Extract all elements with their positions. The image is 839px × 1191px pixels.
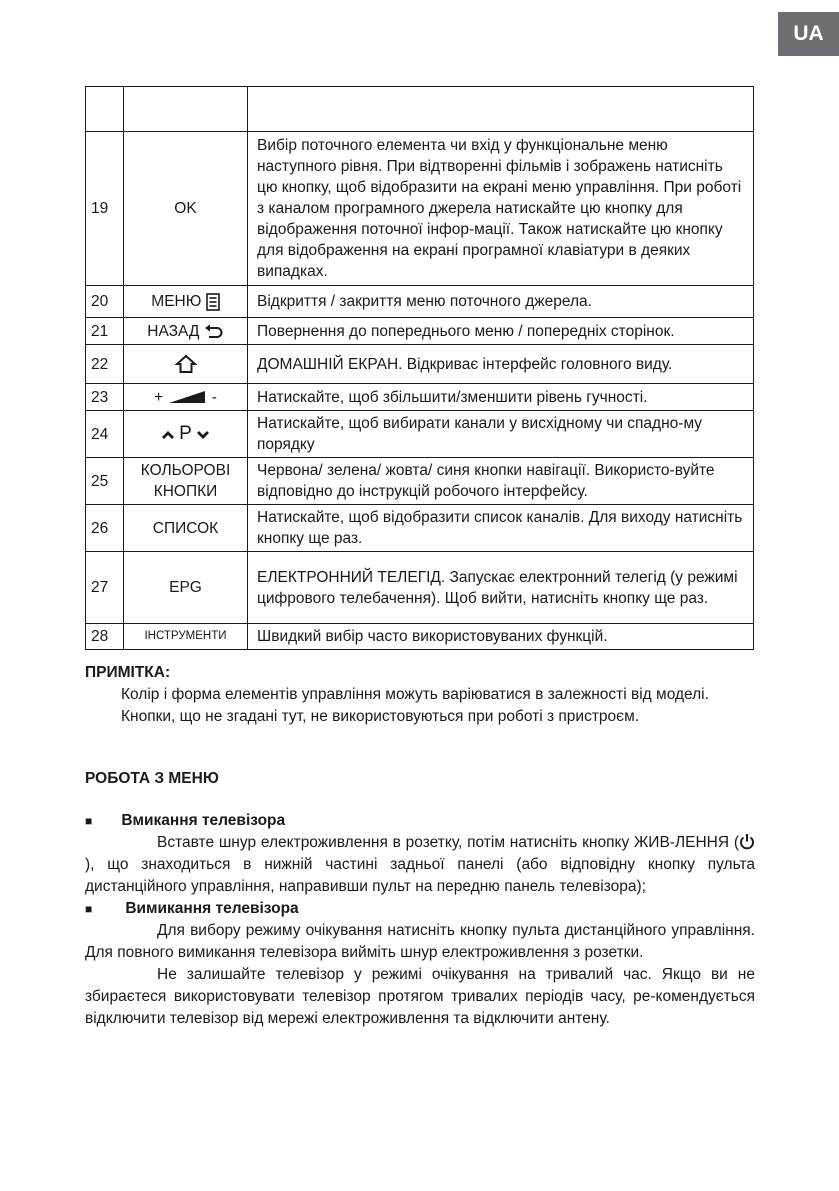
table-row — [86, 286, 754, 318]
button-description: Натискайте, щоб вибирати канали у висхідному чи спадно-му порядку — [248, 411, 754, 458]
note-section — [85, 662, 755, 728]
button-description: Повернення до попереднього меню / попередніх сторінок. — [248, 318, 754, 345]
row-number: 22 — [86, 345, 124, 384]
power-off-title: Вимикання телевізора — [125, 900, 299, 917]
button-description: Відкриття / закриття меню поточного джерела. — [248, 286, 754, 318]
button-name — [124, 345, 248, 384]
section-title: РОБОТА З МЕНЮ — [85, 770, 219, 787]
note-paragraph: Кнопки, що не згадані тут, не використовуються при роботі з пристроєм. — [121, 708, 640, 725]
table-row — [86, 458, 754, 505]
row-number: 19 — [86, 132, 124, 286]
button-name: EPG — [124, 552, 248, 624]
button-label: МЕНЮ — [151, 293, 202, 310]
chevron-down-icon — [196, 430, 210, 440]
note-paragraph: Колір і форма елементів управління можуть варіюватися в залежності від моделі. — [121, 686, 709, 703]
row-number: 25 — [86, 458, 124, 505]
button-description: Вибір поточного елемента чи вхід у функціональне меню наступного рівня. При відтворенні фільмів і зображень натисніть цю кнопку, щоб відобразити на екрані меню управління. При роботі з каналом програмного джерела натискайте цю кнопку для відображення поточної інфор-мації. Також натискайте цю кнопку для відображення на екрані програмної клавіатури в деяких випадках. — [248, 132, 754, 286]
button-name — [124, 384, 248, 411]
power-on-text-b: ), що знаходиться в нижній частині задньої панелі (або відповідну кнопку пульта дистанційного управління, направивши пульт на передню панель телевізора); — [85, 856, 755, 895]
button-name — [124, 87, 248, 132]
home-icon — [175, 354, 197, 374]
power-on-paragraph — [85, 832, 755, 898]
back-arrow-icon — [204, 324, 224, 339]
button-description: Натискайте, щоб відобразити список каналів. Для виходу натисніть кнопку ще раз. — [248, 505, 754, 552]
power-off-paragraph: Для вибору режиму очікування натисніть кнопку пульта дистанційного управління. Для повного вимикання телевізора вийміть шнур електроживлення з розетки. — [85, 922, 755, 961]
table-row — [86, 411, 754, 458]
power-icon — [739, 833, 755, 850]
power-on-text-a: Вставте шнур електроживлення в розетку, потім натисніть кнопку ЖИВ-ЛЕННЯ ( — [157, 834, 739, 851]
button-description: ЕЛЕКТРОННИЙ ТЕЛЕГІД. Запускає електронний телегід (у режимі цифрового телебачення). Щоб вийти, натисніть кнопку ще раз. — [248, 552, 754, 624]
table-row — [86, 318, 754, 345]
table-row — [86, 505, 754, 552]
row-number — [86, 87, 124, 132]
button-name: КОЛЬОРОВІ КНОПКИ — [124, 458, 248, 505]
chevron-up-icon — [161, 430, 175, 440]
menu-section — [85, 768, 755, 1030]
note-title: ПРИМІТКА: — [85, 664, 171, 681]
row-number: 20 — [86, 286, 124, 318]
button-name: ІНСТРУМЕНТИ — [124, 624, 248, 650]
subsection-title — [85, 898, 755, 920]
bullet: ■ — [85, 902, 93, 916]
button-name — [124, 318, 248, 345]
standby-warning-paragraph: Не залишайте телевізор у режимі очікування на тривалий час. Якщо ви не збираєтеся використовувати телевізор протягом тривалих періодів часу, ре-комендується відключити телевізор від мережі електроживлення та відключити антену. — [85, 966, 755, 1027]
row-number: 26 — [86, 505, 124, 552]
volume-ramp-icon — [167, 390, 207, 404]
button-name — [124, 411, 248, 458]
row-number: 27 — [86, 552, 124, 624]
table-row — [86, 132, 754, 286]
button-name — [124, 286, 248, 318]
button-name: OK — [124, 132, 248, 286]
table-row — [86, 87, 754, 132]
table-row — [86, 384, 754, 411]
button-name: СПИСОК — [124, 505, 248, 552]
button-label: НАЗАД — [147, 322, 200, 340]
button-description: Натискайте, щоб збільшити/зменшити рівень гучності. — [248, 384, 754, 411]
button-description: ДОМАШНІЙ ЕКРАН. Відкриває інтерфейс головного виду. — [248, 345, 754, 384]
language-tab: UA — [778, 12, 839, 56]
button-description: Швидкий вибір часто використовуваних функцій. — [248, 624, 754, 650]
remote-buttons-table — [85, 86, 754, 650]
volume-minus-label: - — [211, 388, 217, 406]
button-description: Червона/ зелена/ жовта/ синя кнопки навігації. Використо-вуйте відповідно до інструкцій робочого інтерфейсу. — [248, 458, 754, 505]
volume-plus-label: + — [154, 388, 164, 406]
table-row — [86, 552, 754, 624]
row-number: 24 — [86, 411, 124, 458]
button-description — [248, 87, 754, 132]
bullet: ■ — [85, 814, 93, 828]
row-number: 21 — [86, 318, 124, 345]
row-number: 28 — [86, 624, 124, 650]
menu-list-icon — [206, 293, 220, 311]
button-label: P — [179, 423, 192, 444]
table-row — [86, 624, 754, 650]
power-on-title: Вмикання телевізора — [121, 812, 286, 829]
subsection-title — [85, 810, 755, 832]
table-row — [86, 345, 754, 384]
row-number: 23 — [86, 384, 124, 411]
